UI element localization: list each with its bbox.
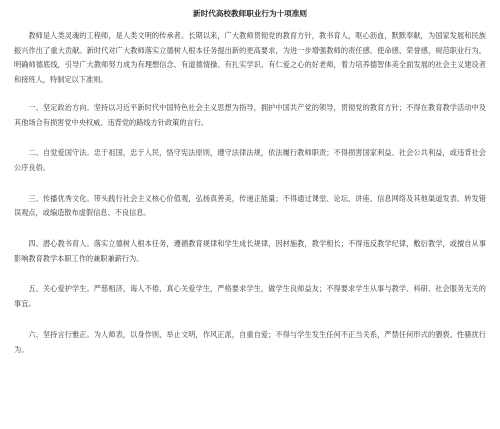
intro-paragraph: 教师是人类灵魂的工程师，是人类文明的传承者。长期以来，广大教师贯彻党的教育方针，教书育人，呕心沥血，默默奉献，为国家发展和民族振兴作出了重大贡献。新时代对广大教师落实立德树人根本任务提出新的更高要求，为进一步增强教师的责任感、使命感、荣誉感，规范职业行为，明确师德底线，引导广大教师努力成为有理想信念、有道德情操、有扎实学识、有仁爱之心的好老师，着力培养德智体美全面发展的社会主义建设者和接班人，特制定以下准则。	[14, 31, 486, 85]
rule-paragraph-3: 三、传播优秀文化。带头践行社会主义核心价值观，弘扬真善美，传递正能量；不得通过课堂、论坛、讲座、信息网络及其他渠道发表、转发错误观点，或编造散布虚假信息、不良信息。	[14, 193, 486, 218]
rule-paragraph-1: 一、坚定政治方向。坚持以习近平新时代中国特色社会主义思想为指导，拥护中国共产党的领导，贯彻党的教育方针；不得在教育教学活动中及其他场合有损害党中央权威、违背党的路线方针政策的言行。	[14, 102, 486, 127]
rule-paragraph-2: 二、自觉爱国守法。忠于祖国，忠于人民，恪守宪法原则，遵守法律法规，依法履行教师职责；不得损害国家利益、社会公共利益，或违背社会公序良俗。	[14, 148, 486, 172]
rule-paragraph-4: 四、潜心教书育人。落实立德树人根本任务，遵循教育规律和学生成长规律，因材施教，教学相长；不得违反教学纪律，敷衍教学，或擅自从事影响教育教学本职工作的兼职兼薪行为。	[14, 239, 486, 263]
document-title: 新时代高校教师职业行为十项准则	[193, 9, 307, 18]
rule-paragraph-6: 六、坚持言行雅正。为人师表，以身作则，举止文明，作风正派，自重自爱；不得与学生发生任何不正当关系，严禁任何形式的猥亵、性骚扰行为。	[14, 329, 486, 354]
rule-paragraph-5: 五、关心爱护学生。严慈相济，诲人不倦，真心关爱学生，严格要求学生，做学生良师益友；不得要求学生从事与教学、科研、社会服务无关的事宜。	[14, 284, 486, 309]
